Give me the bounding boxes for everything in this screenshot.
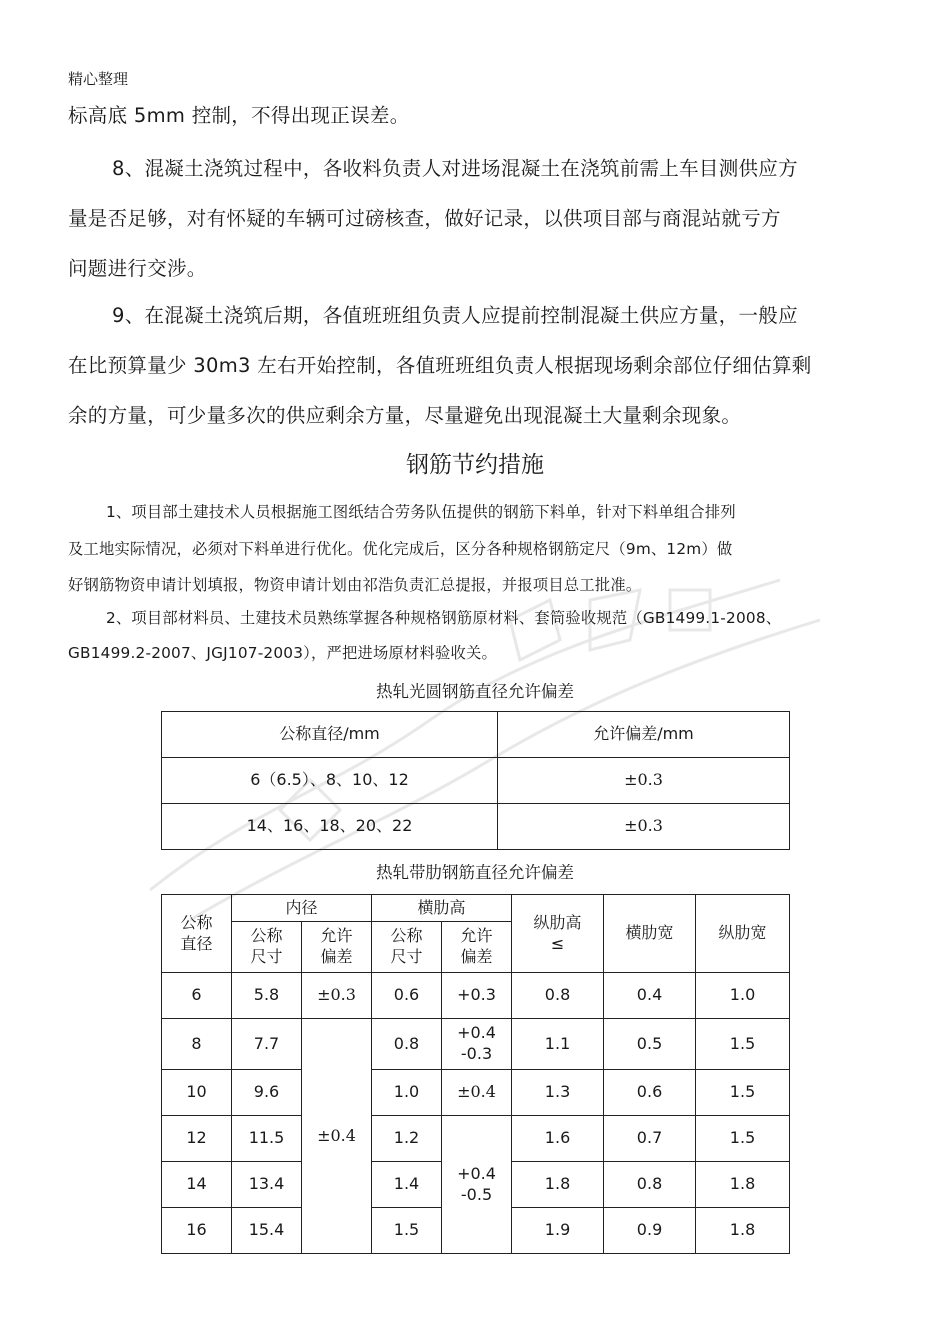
table-cell: ±0.4 bbox=[442, 1070, 512, 1116]
paragraph-line: 量是否足够，对有怀疑的车辆可过磅核查，做好记录，以供项目部与商混站就亏方 bbox=[68, 207, 781, 230]
table-cell: 6（6.5）、8、10、12 bbox=[162, 758, 498, 804]
table-cell: 13.4 bbox=[232, 1162, 302, 1208]
paragraph-line: 8、混凝土浇筑过程中，各收料负责人对进场混凝土在浇筑前需上车目测供应方 bbox=[112, 157, 798, 180]
table-cell: 12 bbox=[162, 1116, 232, 1162]
table2-caption: 热轧带肋钢筋直径允许偏差 bbox=[376, 863, 574, 882]
table-cell: 5.8 bbox=[232, 973, 302, 1019]
table-cell: 6 bbox=[162, 973, 232, 1019]
header-cell: 纵肋高 ≤ bbox=[512, 895, 604, 973]
table-cell: 1.3 bbox=[512, 1070, 604, 1116]
table-cell: 10 bbox=[162, 1070, 232, 1116]
table-cell: +0.4 -0.3 bbox=[442, 1019, 512, 1070]
table-cell: 0.9 bbox=[604, 1208, 696, 1254]
page-header: 精心整理 bbox=[68, 70, 129, 88]
table-cell: 0.8 bbox=[372, 1019, 442, 1070]
paragraph-line: 及工地实际情况，必须对下料单进行优化。优化完成后，区分各种规格钢筋定尺（9m、12m）做 bbox=[68, 540, 733, 558]
header-cell: 公称 直径 bbox=[162, 895, 232, 973]
table-row bbox=[162, 1116, 790, 1162]
table1-caption: 热轧光圆钢筋直径允许偏差 bbox=[376, 682, 574, 701]
table-cell-merged: +0.4 -0.5 bbox=[442, 1116, 512, 1254]
table-cell: 1.9 bbox=[512, 1208, 604, 1254]
header-cell: 允许 偏差 bbox=[302, 922, 372, 973]
paragraph-line: 2、项目部材料员、土建技术员熟练掌握各种规格钢筋原材料、套筒验收规范（GB1499.1-2008、 bbox=[106, 609, 782, 627]
header-cell: 横肋宽 bbox=[604, 895, 696, 973]
table-round-bar-tolerance bbox=[161, 711, 790, 850]
table-cell: 14 bbox=[162, 1162, 232, 1208]
paragraph-line: 9、在混凝土浇筑后期，各值班班组负责人应提前控制混凝土供应方量，一般应 bbox=[112, 304, 798, 327]
table-cell: ±0.3 bbox=[498, 804, 790, 850]
table-cell: 16 bbox=[162, 1208, 232, 1254]
header-cell: 内径 bbox=[232, 895, 372, 922]
table-cell: 0.7 bbox=[604, 1116, 696, 1162]
paragraph-line: 好钢筋物资申请计划填报，物资申请计划由祁浩负责汇总提报，并报项目总工批准。 bbox=[68, 576, 642, 594]
table-cell: 1.0 bbox=[696, 973, 790, 1019]
table-cell: 1.8 bbox=[696, 1208, 790, 1254]
paragraph-line: 余的方量，可少量多次的供应剩余方量，尽量避免出现混凝土大量剩余现象。 bbox=[68, 404, 742, 427]
table-cell: +0.3 bbox=[442, 973, 512, 1019]
table-cell-merged: ±0.4 bbox=[302, 1019, 372, 1254]
table-cell: 15.4 bbox=[232, 1208, 302, 1254]
table-row bbox=[162, 804, 790, 850]
table-cell: 11.5 bbox=[232, 1116, 302, 1162]
table-cell: 8 bbox=[162, 1019, 232, 1070]
paragraph-line: GB1499.2-2007、JGJ107-2003），严把进场原材料验收关。 bbox=[68, 644, 497, 662]
paragraph-line: 标高底 5mm 控制，不得出现正误差。 bbox=[68, 104, 410, 127]
table-ribbed-bar-tolerance bbox=[161, 894, 790, 1254]
table-cell: 14、16、18、20、22 bbox=[162, 804, 498, 850]
table-cell: 0.5 bbox=[604, 1019, 696, 1070]
table-cell: 1.4 bbox=[372, 1162, 442, 1208]
table-row bbox=[162, 758, 790, 804]
table-header-row bbox=[162, 895, 790, 922]
table-cell: 1.1 bbox=[512, 1019, 604, 1070]
header-cell: 纵肋宽 bbox=[696, 895, 790, 973]
table-cell: 7.7 bbox=[232, 1019, 302, 1070]
table-cell: 0.6 bbox=[372, 973, 442, 1019]
section-title: 钢筋节约措施 bbox=[406, 452, 544, 478]
table-cell: 0.8 bbox=[604, 1162, 696, 1208]
table-header-row bbox=[162, 712, 790, 758]
table-cell: 0.4 bbox=[604, 973, 696, 1019]
header-cell: 公称直径/mm bbox=[162, 712, 498, 758]
table-cell: 1.5 bbox=[696, 1019, 790, 1070]
table-cell: 1.6 bbox=[512, 1116, 604, 1162]
paragraph-line: 问题进行交涉。 bbox=[68, 257, 207, 280]
table-cell: ±0.3 bbox=[302, 973, 372, 1019]
header-cell: 公称 尺寸 bbox=[372, 922, 442, 973]
table-row bbox=[162, 1070, 790, 1116]
table-cell: 0.6 bbox=[604, 1070, 696, 1116]
header-cell: 公称 尺寸 bbox=[232, 922, 302, 973]
table-cell: 1.5 bbox=[372, 1208, 442, 1254]
table-cell: ±0.3 bbox=[498, 758, 790, 804]
header-cell: 允许 偏差 bbox=[442, 922, 512, 973]
table-cell: 1.8 bbox=[512, 1162, 604, 1208]
table-row bbox=[162, 1019, 790, 1070]
paragraph-line: 在比预算量少 30m3 左右开始控制，各值班班组负责人根据现场剩余部位仔细估算剩 bbox=[68, 354, 812, 377]
table-cell: 9.6 bbox=[232, 1070, 302, 1116]
table-cell: 0.8 bbox=[512, 973, 604, 1019]
table-cell: 1.0 bbox=[372, 1070, 442, 1116]
table-cell: 1.8 bbox=[696, 1162, 790, 1208]
paragraph-line: 1、项目部土建技术人员根据施工图纸结合劳务队伍提供的钢筋下料单，针对下料单组合排列 bbox=[106, 503, 736, 521]
table-cell: 1.5 bbox=[696, 1070, 790, 1116]
header-cell: 允许偏差/mm bbox=[498, 712, 790, 758]
header-cell: 横肋高 bbox=[372, 895, 512, 922]
table-row bbox=[162, 973, 790, 1019]
table-cell: 1.5 bbox=[696, 1116, 790, 1162]
table-cell: 1.2 bbox=[372, 1116, 442, 1162]
